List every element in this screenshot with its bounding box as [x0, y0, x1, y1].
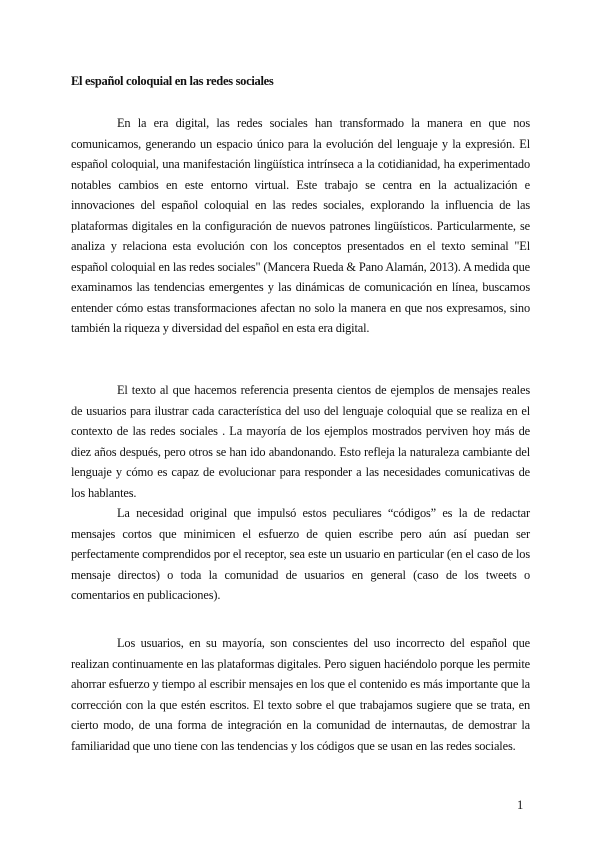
paragraph-examples: El texto al que hacemos referencia presenta cientos de ejemplos de mensajes reales de usuarios para ilustrar cada característica del uso del lenguaje coloquial que se realiza en el contexto de las redes sociales . La mayoría de los ejemplos mostrados perviven hoy más de diez años después, pero otros se han ido abandonando. Esto refleja la naturaleza cambiante del lenguaje y cómo es capaz de evolucionar para responder a las necesidades comunicativas de los hablantes. — [71, 383, 530, 500]
document-title: El español coloquial en las redes sociales — [71, 74, 274, 88]
page-number: 1 — [517, 798, 524, 812]
paragraph-introduction: En la era digital, las redes sociales han transformado la manera en que nos comunicamos, generando un espacio único para la evolución del lenguaje y la expresión. El español coloquial, una manifestación lingüística intrínseca a la cotidianidad, ha experimentado notables cambios en este entorno virtual. Este trabajo se centra en la actualización e innovaciones del español coloquial en las redes sociales, explorando la influencia de las plataformas digitales en la configuración de nuevos patrones lingüísticos. Particularmente, se analiza y relaciona esta evolución con los conceptos presentados en el texto seminal "El español coloquial en las redes sociales" (Mancera Rueda & Pano Alamán, 2013). A medida que examinamos las tendencias emergentes y las dinámicas de comunicación en línea, buscamos entender cómo estas transformaciones afectan no solo la manera en que nos expresamos, sino también la riqueza y diversidad del español en esta era digital. — [71, 116, 530, 335]
paragraph-users-awareness: Los usuarios, en su mayoría, son conscientes del uso incorrecto del español que realizan continuamente en las plataformas digitales. Pero siguen haciéndolo porque les permite ahorrar esfuerzo y tiempo al escribir mensajes en los que el contenido es más importante que la corrección con la que estén escritos. El texto sobre el que trabajamos sugiere que se trata, en cierto modo, de una forma de integración en la comunidad de internautas, de demostrar la familiaridad que uno tiene con las tendencias y los códigos que se usan en las redes sociales. — [71, 636, 530, 753]
paragraph-codes-origin: La necesidad original que impulsó estos peculiares “códigos” es la de redactar mensajes cortos que minimicen el esfuerzo de quien escribe pero aún así puedan ser perfectamente comprendidos por el receptor, sea este un usuario en particular (en el caso de los mensaje directos) o toda la comunidad de usuarios en general (caso de los tweets o comentarios en publicaciones). — [71, 506, 530, 602]
